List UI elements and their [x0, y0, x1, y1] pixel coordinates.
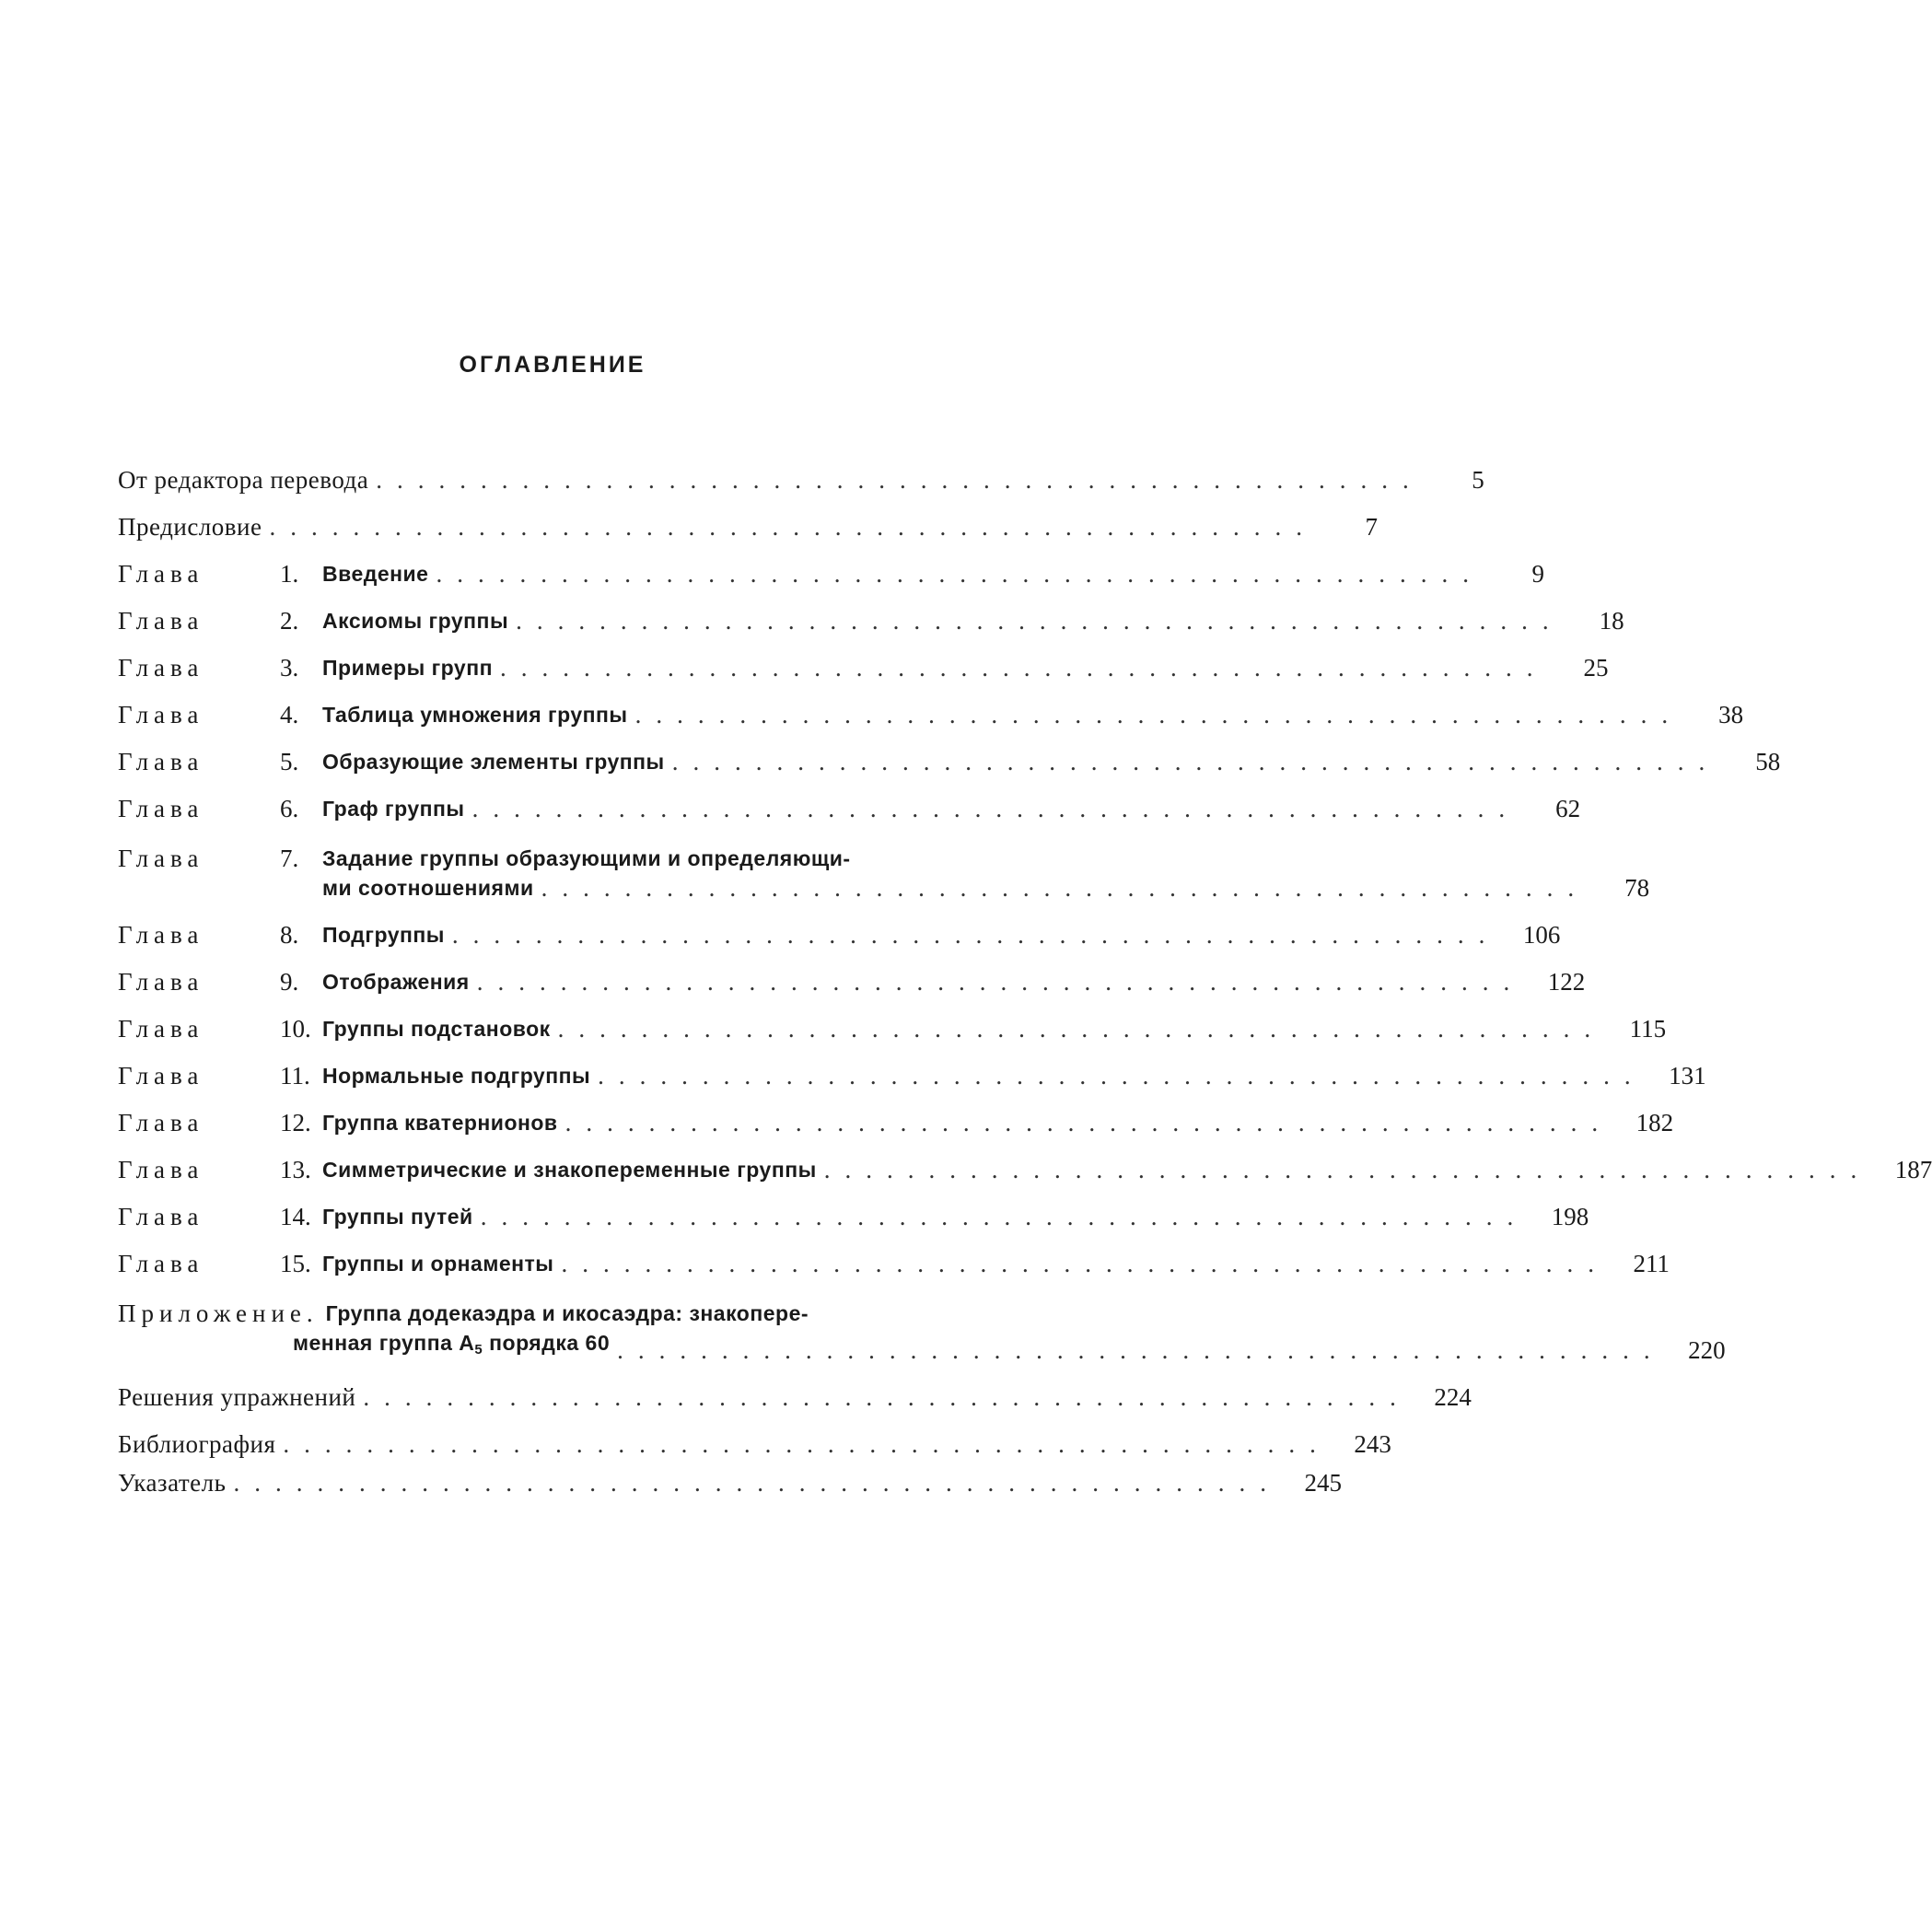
- toc-entry-title: Нормальные подгруппы: [322, 1064, 591, 1088]
- toc-entry-page: 115: [1629, 1015, 1667, 1043]
- toc-entry[interactable]: [118, 512, 1378, 542]
- toc-entry[interactable]: [118, 967, 1586, 996]
- toc-entry-page: 18: [1599, 607, 1624, 635]
- toc-entry[interactable]: [118, 794, 1581, 823]
- toc-entry[interactable]: [118, 1061, 1706, 1090]
- toc-entry[interactable]: [118, 1014, 1667, 1043]
- toc-entry-page: 7: [1365, 513, 1378, 541]
- toc-entry[interactable]: [118, 920, 1561, 950]
- toc-entry-title: Таблица умножения группы: [322, 703, 628, 727]
- toc-entry[interactable]: [118, 1299, 1726, 1365]
- toc-entry-title-line1: Задание группы образующими и определяющи-: [322, 846, 851, 870]
- toc-entry-title: Группы путей: [322, 1205, 473, 1229]
- toc-entry-title: Граф группы: [322, 797, 465, 821]
- leader-dots: ..................................................: [376, 466, 1424, 494]
- subscript: 5: [474, 1342, 483, 1358]
- leader-dots: ..................................................: [363, 1383, 1411, 1411]
- chapter-label: Глава: [118, 845, 204, 872]
- toc-entry-title: Указатель: [118, 1469, 227, 1497]
- toc-entry-title: Подгруппы: [322, 923, 445, 947]
- toc-entry[interactable]: [118, 606, 1624, 635]
- leader-dots: ..................................................: [617, 1336, 1665, 1364]
- chapter-number: 14.: [280, 1203, 311, 1230]
- toc-entry[interactable]: [118, 1108, 1674, 1137]
- leader-dots: ..................................................: [436, 560, 1484, 588]
- leader-dots: ..................................................: [451, 921, 1500, 949]
- chapter-number: 1.: [280, 560, 299, 588]
- chapter-label: Глава: [118, 1109, 204, 1136]
- toc-entry-page: 5: [1472, 466, 1484, 494]
- toc-entry[interactable]: [118, 1382, 1472, 1412]
- chapter-label: Глава: [118, 654, 204, 682]
- toc-entry-page: 131: [1669, 1062, 1706, 1090]
- chapter-label: Глава: [118, 795, 204, 822]
- toc-entry-page: 211: [1633, 1250, 1670, 1277]
- toc-entry-title: Библиография: [118, 1430, 276, 1458]
- toc-entry[interactable]: [118, 700, 1744, 729]
- leader-dots: ..................................................: [500, 654, 1548, 682]
- chapter-number: 13.: [280, 1156, 311, 1183]
- leader-dots: ..................................................: [233, 1469, 1281, 1497]
- chapter-label: Глава: [118, 607, 204, 635]
- page-title: ОГЛАВЛЕНИЕ: [459, 352, 646, 378]
- chapter-number: 8.: [280, 921, 299, 949]
- chapter-number: 6.: [280, 795, 299, 822]
- leader-dots: ..................................................: [541, 874, 1589, 902]
- toc-entry-title: Группы и орнаменты: [322, 1252, 554, 1276]
- toc-entry-title: Отображения: [322, 970, 470, 994]
- chapter-number: 7.: [280, 845, 299, 872]
- toc-entry-page: 224: [1434, 1383, 1472, 1411]
- toc-entry-title: Примеры групп: [322, 656, 494, 680]
- chapter-number: 15.: [280, 1250, 311, 1277]
- toc-entry-page: 245: [1304, 1469, 1342, 1497]
- leader-dots: ..................................................: [480, 1203, 1529, 1230]
- toc-entry[interactable]: [118, 1429, 1391, 1459]
- chapter-number: 12.: [280, 1109, 311, 1136]
- toc-entry-page: 25: [1583, 654, 1609, 682]
- toc-entry[interactable]: [118, 1249, 1670, 1278]
- toc-entry-title: Образующие элементы группы: [322, 750, 665, 774]
- leader-dots: ..................................................: [471, 795, 1520, 822]
- leader-dots: ..................................................: [283, 1430, 1331, 1458]
- toc-entry[interactable]: [118, 1468, 1342, 1498]
- toc-entry-title: Решения упражнений: [118, 1383, 356, 1411]
- toc-entry-title: Введение: [322, 562, 429, 586]
- chapter-label: Глава: [118, 1203, 204, 1230]
- chapter-number: 4.: [280, 701, 299, 728]
- leader-dots: ..................................................: [269, 513, 1317, 541]
- chapter-label: Глава: [118, 1062, 204, 1090]
- chapter-number: 2.: [280, 607, 299, 635]
- chapter-label: Глава: [118, 1015, 204, 1043]
- toc-entry-title: Группы подстановок: [322, 1017, 551, 1041]
- toc-entry[interactable]: [118, 465, 1484, 495]
- toc-entry-title-line1: Группа додекаэдра и икосаэдра: знакопере-: [325, 1301, 809, 1325]
- toc-entry-page: 243: [1354, 1430, 1391, 1458]
- leader-dots: ..................................................: [598, 1062, 1646, 1090]
- toc-entry-title-line2: менная группа $A_5$ порядка 60: [293, 1331, 611, 1358]
- toc-entry-title: От редактора перевода: [118, 466, 369, 494]
- toc-entry-title: Аксиомы группы: [322, 609, 509, 633]
- leader-dots: ..................................................: [516, 607, 1564, 635]
- leader-dots: ..................................................: [823, 1156, 1872, 1183]
- toc-entry-page: 106: [1522, 921, 1561, 949]
- leader-dots: ..................................................: [561, 1250, 1609, 1277]
- leader-dots: ..................................................: [671, 748, 1720, 775]
- toc-entry-page: 58: [1755, 748, 1781, 775]
- chapter-number: 11.: [280, 1062, 310, 1090]
- toc-entry-page: 9: [1531, 560, 1544, 588]
- toc-entry-page: 78: [1624, 874, 1650, 902]
- leader-dots: ..................................................: [564, 1109, 1613, 1136]
- leader-dots: ..................................................: [557, 1015, 1606, 1043]
- toc-entry-title: Предисловие: [118, 513, 262, 541]
- toc-entry[interactable]: [118, 1155, 1932, 1184]
- chapter-number: 10.: [280, 1015, 311, 1043]
- chapter-label: Глава: [118, 701, 204, 728]
- chapter-number: 3.: [280, 654, 299, 682]
- chapter-number: 5.: [280, 748, 299, 775]
- chapter-number: 9.: [280, 968, 299, 996]
- chapter-label: Глава: [118, 1250, 204, 1277]
- toc-entry-title-line2: ми соотношениями: [322, 876, 534, 900]
- toc-entry-page: 62: [1555, 795, 1581, 822]
- toc-entry-page: 187: [1894, 1156, 1932, 1183]
- toc-entry[interactable]: [118, 559, 1544, 589]
- chapter-label: Глава: [118, 968, 204, 996]
- appendix-label: Приложение.: [118, 1299, 319, 1327]
- chapter-label: Глава: [118, 560, 204, 588]
- toc-entry-page: 122: [1547, 968, 1586, 996]
- toc-entry-page: 182: [1635, 1109, 1674, 1136]
- chapter-label: Глава: [118, 921, 204, 949]
- toc-entry[interactable]: [118, 747, 1781, 776]
- table-of-contents: [118, 465, 1932, 1498]
- toc-entry[interactable]: [118, 653, 1609, 682]
- chapter-label: Глава: [118, 1156, 204, 1183]
- toc-entry[interactable]: [118, 844, 1650, 903]
- toc-entry-page: 220: [1688, 1336, 1726, 1364]
- leader-dots: ..................................................: [476, 968, 1525, 996]
- leader-dots: ..................................................: [634, 701, 1683, 728]
- toc-entry-title: Симметрические и знакопеременные группы: [322, 1158, 817, 1182]
- toc-entry-page: 38: [1718, 701, 1744, 728]
- toc-entry[interactable]: [118, 1202, 1589, 1231]
- toc-entry-title: Группа кватернионов: [322, 1111, 558, 1135]
- toc-entry-page: 198: [1551, 1203, 1589, 1230]
- chapter-label: Глава: [118, 748, 204, 775]
